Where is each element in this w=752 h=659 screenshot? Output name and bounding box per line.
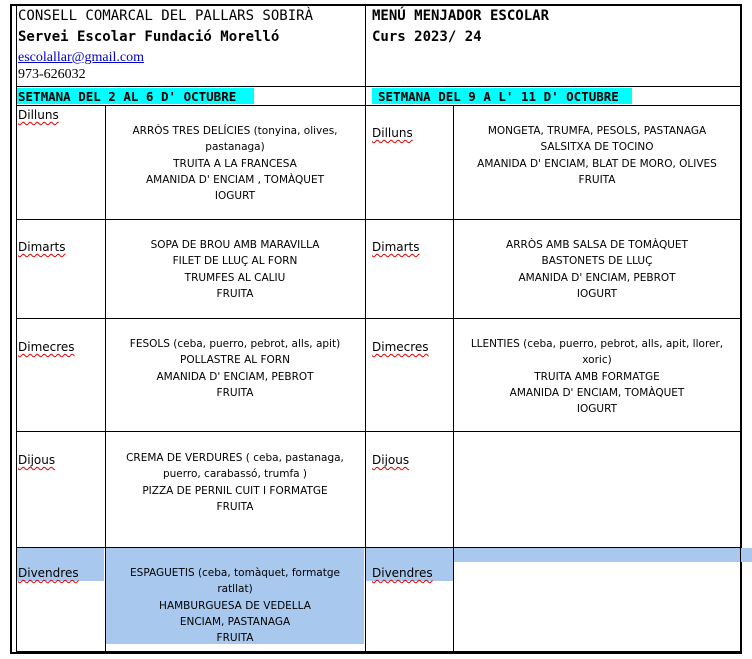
dish-line: ENCIAM, PASTANAGA	[179, 615, 291, 628]
rule-row1	[16, 219, 740, 220]
rule-week	[16, 105, 740, 106]
rule-row2	[16, 318, 740, 319]
w1-mon-dishes	[106, 123, 364, 204]
dish-line: IOGURT	[214, 190, 256, 203]
dish-line: TRUMFES AL CALIU	[184, 271, 286, 284]
dish-line: AMANIDA D' ENCIAM, PEBROT	[518, 271, 676, 284]
w2-day-thu: Dijous	[372, 453, 410, 467]
dish-line: AMANIDA D' ENCIAM, PEBROT	[156, 370, 314, 383]
rule-left	[16, 4, 17, 652]
dish-line: TRUITA A LA FRANCESA	[173, 157, 297, 170]
dish-line: LLENTIES (ceba, puerro, pebrot, alls, apit, llorer,	[470, 338, 724, 350]
w2-wed-dishes	[454, 336, 740, 417]
dish-line: FRUITA	[216, 386, 254, 399]
rule-row4	[16, 547, 740, 548]
dish-line: ratllat)	[217, 583, 253, 596]
w1-day-tue: Dimarts	[18, 240, 66, 254]
rule-mid	[365, 4, 366, 652]
friday-highlight-strip	[454, 548, 752, 562]
w2-day-wed: Dimecres	[372, 340, 429, 354]
menu-title: MENÚ MENJADOR ESCOLAR	[372, 8, 550, 24]
dish-line: xoric)	[582, 354, 612, 367]
w1-wed-dishes	[106, 336, 364, 401]
w1-tue-dishes	[106, 237, 364, 302]
rule-row3	[16, 431, 740, 432]
w1-thu-dishes	[106, 450, 364, 515]
dish-line: SOPA DE BROU AMB MARAVILLA	[150, 239, 320, 251]
dish-line: TRUITA AMB FORMATGE	[534, 370, 660, 383]
dish-line: AMANIDA D' ENCIAM, TOMÀQUET	[509, 386, 685, 399]
dish-line: MONGETA, TRUMFA, PESOLS, PASTANAGA	[487, 125, 707, 137]
dish-line: puerro, carabassó, trumfa )	[162, 468, 308, 481]
dish-line: ARRÒS TRES DELÍCIES (tonyina, olives,	[132, 125, 338, 137]
dish-line: IOGURT	[576, 403, 618, 416]
w2-tue-dishes	[454, 237, 740, 302]
dish-line: ESPAGUETIS (ceba, tomàquet, formatge	[130, 567, 340, 579]
dish-line: IOGURT	[576, 287, 618, 300]
dish-line: AMANIDA D' ENCIAM , TOMÀQUET	[145, 173, 324, 186]
dish-line: ARRÒS AMB SALSA DE TOMÀQUET	[506, 239, 688, 251]
dish-line: FRUITA	[578, 173, 616, 186]
w1-day-thu: Dijous	[18, 453, 56, 467]
email-link[interactable]: escolallar@gmail.com	[18, 50, 145, 65]
dish-line: SALSITXA DE TOCINO	[540, 141, 654, 154]
w2-day-mon: Dilluns	[372, 126, 413, 140]
w1-day-fri: Divendres	[18, 566, 79, 580]
phone-number: 973-626032	[18, 67, 86, 82]
week2-label: SETMANA DEL 9 A L' 11 D' OCTUBRE	[378, 89, 619, 104]
rule-bottom	[16, 651, 740, 652]
course-label: Curs 2023/ 24	[372, 29, 482, 45]
dish-line: PIZZA DE PERNIL CUIT I FORMATGE	[142, 484, 328, 497]
dish-line: BASTONETS DE LLUÇ	[541, 255, 653, 268]
w2-mon-dishes	[454, 123, 740, 188]
w1-day-mon: Dilluns	[18, 108, 59, 122]
w2-day-tue: Dimarts	[372, 240, 420, 254]
week1-label: SETMANA DEL 2 AL 6 D' OCTUBRE	[18, 89, 237, 104]
dish-line: FILET DE LLUÇ AL FORN	[172, 255, 298, 268]
w1-day-wed: Dimecres	[18, 340, 75, 354]
org-name: CONSELL COMARCAL DEL PALLARS SOBIRÀ	[18, 8, 314, 24]
w1-fri-dishes	[106, 565, 364, 646]
dish-line: AMANIDA D' ENCIAM, BLAT DE MORO, OLIVES	[477, 157, 717, 170]
rule-header	[16, 86, 740, 87]
dish-line: HAMBURGUESA DE VEDELLA	[159, 599, 311, 612]
dish-line: FRUITA	[216, 632, 254, 645]
w2-day-fri: Divendres	[372, 566, 433, 580]
service-name: Servei Escolar Fundació Morelló	[18, 29, 280, 45]
dish-line: CREMA DE VERDURES ( ceba, pastanaga,	[126, 452, 344, 464]
dish-line: FRUITA	[216, 500, 254, 513]
dish-line: POLLASTRE AL FORN	[180, 354, 290, 367]
dish-line: pastanaga)	[205, 141, 265, 154]
dish-line: FRUITA	[216, 287, 254, 300]
rule-right	[740, 4, 741, 652]
dish-line: FESOLS (ceba, puerro, pebrot, alls, apit)	[129, 338, 341, 350]
